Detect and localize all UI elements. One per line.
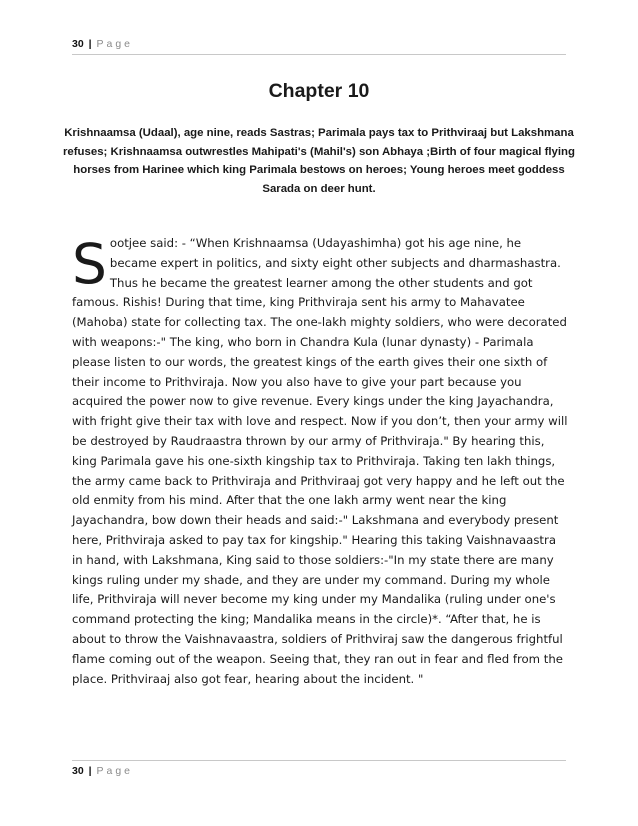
page-header (72, 37, 566, 55)
footer-page-label: Page (96, 765, 134, 777)
chapter-title: Chapter 10 (268, 80, 370, 102)
body-paragraph (72, 234, 568, 689)
drop-cap: S (72, 232, 107, 296)
body-text: ootjee said: - “When Krishnaamsa (Udayashimha) got his age nine, he became expert in politics, and sixty eight other subjects and dharmashastra. Thus he became the greatest learner among the other students and got famous. Rishis! During that time, king Prithviraja sent his army to Mahavatee (Mahoba) state for collecting tax. The one-lakh mighty soldiers, who were decorated with weapons:-" The king, who born in Chandra Kula (lunar dynasty) - Parimala please listen to our words, the greatest kings of the earth gives their one sixth of their income to Prithviraja. Now you also have to give your part because you acquired the power now to give revenue. Every kings under the king Jayachandra, with fright give their tax with love and respect. Now if you don’t, then your army will be destroyed by Raudraastra thrown by our army of Prithviraja." By hearing this, king Parimala gave his one-sixth kingship tax to Prithviraja. Taking ten lakh things, the army came back to Prithviraja and Prithviraaj got very happy and he left out the old enmity from his mind. After that the one lakh army went near the king Jayachandra, bow down their heads and said:-" Lakshmana and everybody present here, Prithviraja asked to pay tax for kingship." Hearing this taking Vaishnavaastra in hand, with Lakshmana, King said to those soldiers:-"In my state there are many kings ruling under my shade, and they are under my command. During my whole life, Prithviraja will never become my king under my Mandalika (ruling under one's command protecting the king; Mandalika means in the circle)*. “After that, he is about to throw the Vaishnavaastra, soldiers of Prithviraj saw the dangerous frightful flame coming out of the weapon. Seeing that, they ran out in fear and fled from the place. Prithviraaj also got fear, hearing about the incident. " (72, 236, 568, 686)
page-separator: | (88, 38, 92, 50)
page-label: Page (96, 38, 134, 50)
page-number: 30 (72, 38, 84, 50)
footer-page-number: 30 (72, 765, 84, 777)
page-footer (72, 760, 566, 778)
footer-page-separator: | (88, 765, 92, 777)
chapter-summary: Krishnaamsa (Udaal), age nine, reads Sastras; Parimala pays tax to Prithviraaj but Lakshmana refuses; Krishnaamsa outwrestles Mahipati's (Mahil's) son Abhaya ;Birth of four magical flying horses from Harinee which king Parimala bestows on heroes; Young heroes meet goddess Sarada on deer hunt. (63, 127, 575, 195)
